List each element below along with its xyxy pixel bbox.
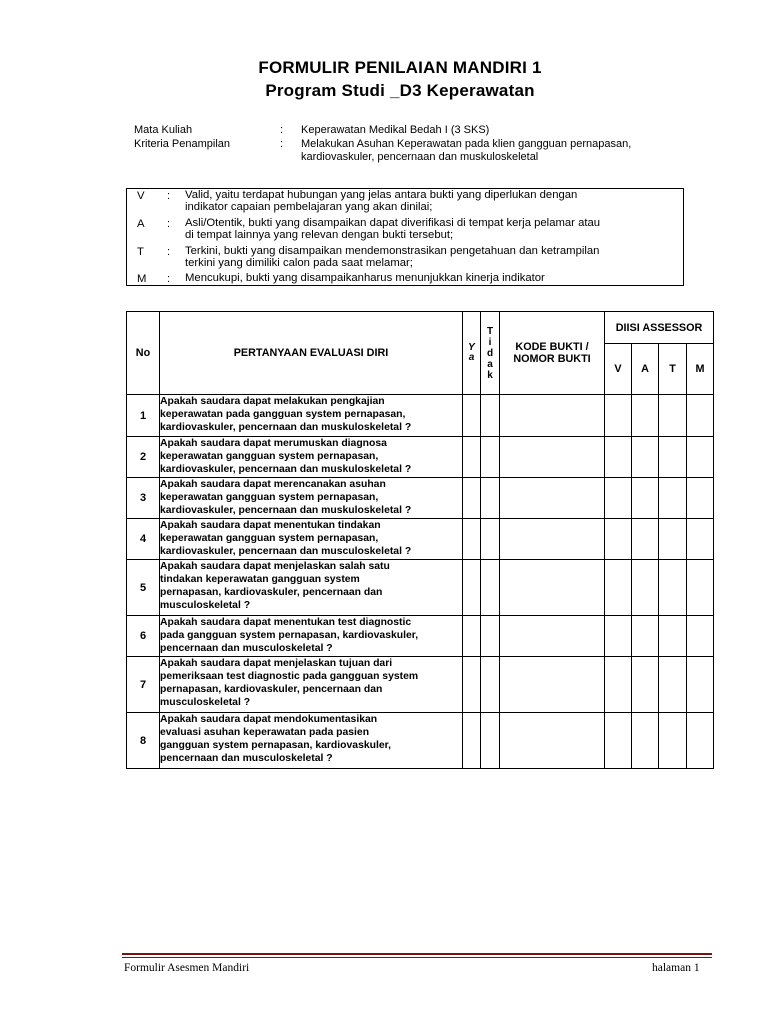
question-line: pencernaan dan musculoskeletal ?	[160, 643, 333, 654]
question-line: Apakah saudara dapat menjelaskan salah satu	[160, 561, 390, 572]
header-diisi-assessor: DIISI ASSESSOR	[605, 312, 714, 344]
question-text	[160, 437, 463, 478]
question-line: gangguan system pernapasan, kardiovaskuler,	[160, 740, 391, 751]
criteria-desc: Mencukupi, bukti yang disampaikanharus menunjukkan kinerja indikator	[185, 272, 545, 284]
question-line: Apakah saudara dapat menentukan test diagnostic	[160, 617, 412, 628]
kriteria-label: Kriteria Penampilan	[134, 137, 230, 150]
row-number: 5	[127, 560, 160, 616]
table-header-row	[127, 312, 714, 344]
v-cell[interactable]	[605, 395, 632, 437]
table-row	[127, 713, 714, 769]
table-row	[127, 478, 714, 519]
kode-bukti-cell[interactable]	[500, 437, 605, 478]
kode-bukti-cell[interactable]	[500, 657, 605, 713]
header-question: PERTANYAAN EVALUASI DIRI	[160, 312, 463, 395]
table-row	[127, 616, 714, 657]
m-cell[interactable]	[687, 713, 714, 769]
a-cell[interactable]	[632, 657, 659, 713]
header-t: T	[659, 344, 687, 395]
question-line: pernapasan, kardiovaskuler, pencernaan dan	[160, 587, 383, 598]
question-line: Apakah saudara dapat merencanakan asuhan	[160, 479, 386, 490]
header-ya	[463, 312, 481, 395]
header-tidak-letter: k	[487, 369, 493, 381]
v-cell[interactable]	[605, 616, 632, 657]
evaluation-table	[126, 311, 714, 769]
criteria-desc-line: Terkini, bukti yang disampaikan mendemonstrasikan pengetahuan dan ketrampilan	[185, 245, 600, 257]
question-line: Apakah saudara dapat menjelaskan tujuan dari	[160, 658, 393, 669]
question-line: tindakan keperawatan gangguan system	[160, 574, 360, 585]
ya-cell[interactable]	[463, 657, 481, 713]
v-cell[interactable]	[605, 519, 632, 560]
question-line: Apakah saudara dapat mendokumentasikan	[160, 714, 378, 725]
kode-bukti-cell[interactable]	[500, 616, 605, 657]
criteria-key: V	[137, 190, 145, 202]
kode-bukti-cell[interactable]	[500, 713, 605, 769]
colon: :	[167, 218, 171, 230]
row-number: 1	[127, 395, 160, 437]
t-cell[interactable]	[659, 657, 687, 713]
criteria-desc	[185, 190, 679, 214]
question-text	[160, 560, 463, 616]
question-text	[160, 657, 463, 713]
criteria-key: T	[137, 246, 144, 258]
question-text	[160, 616, 463, 657]
question-line: Apakah saudara dapat melakukan pengkajian	[160, 396, 385, 407]
v-cell[interactable]	[605, 478, 632, 519]
header-m: M	[687, 344, 714, 395]
a-cell[interactable]	[632, 437, 659, 478]
ya-cell[interactable]	[463, 395, 481, 437]
colon: :	[167, 190, 171, 202]
criteria-desc-line: indikator capaian pembelajaran yang akan dinilai;	[185, 200, 433, 213]
kode-bukti-cell[interactable]	[500, 395, 605, 437]
question-line: musculoskeletal ?	[160, 600, 251, 611]
table-row	[127, 395, 714, 437]
question-line: kardiovaskuler, pencernaan dan muskuloskeletal ?	[160, 464, 412, 475]
tidak-cell[interactable]	[481, 560, 500, 616]
question-line: pencernaan dan musculoskeletal ?	[160, 753, 333, 764]
kriteria-value-line: kardiovaskuler, pencernaan dan muskuloskeletal	[301, 151, 539, 163]
t-cell[interactable]	[659, 560, 687, 616]
tidak-cell[interactable]	[481, 437, 500, 478]
table-row	[127, 657, 714, 713]
criteria-desc	[185, 218, 679, 242]
row-number: 6	[127, 616, 160, 657]
question-line: keperawatan gangguan system pernapasan,	[160, 451, 379, 462]
ya-cell[interactable]	[463, 713, 481, 769]
tidak-cell[interactable]	[481, 713, 500, 769]
v-cell[interactable]	[605, 560, 632, 616]
m-cell[interactable]	[687, 519, 714, 560]
kriteria-value	[301, 138, 768, 165]
t-cell[interactable]	[659, 395, 687, 437]
mata-kuliah-value: Keperawatan Medikal Bedah I (3 SKS)	[301, 124, 490, 136]
question-text	[160, 713, 463, 769]
t-cell[interactable]	[659, 616, 687, 657]
m-cell[interactable]	[687, 478, 714, 519]
row-number: 2	[127, 437, 160, 478]
criteria-desc-line: di tempat lainnya yang relevan dengan bukti tersebut;	[185, 228, 454, 241]
tidak-cell[interactable]	[481, 519, 500, 560]
criteria-box	[126, 188, 684, 286]
table-body	[127, 395, 714, 769]
row-number: 3	[127, 478, 160, 519]
footer-rule-thin	[122, 957, 712, 958]
mata-kuliah-label: Mata Kuliah	[134, 124, 193, 136]
question-line: keperawatan pada gangguan system pernapasan,	[160, 409, 406, 420]
header-no: No	[127, 312, 160, 395]
kode-bukti-cell[interactable]	[500, 519, 605, 560]
header-tidak-letter: a	[487, 358, 493, 370]
header-ya-letter: a	[468, 352, 475, 363]
tidak-cell[interactable]	[481, 616, 500, 657]
question-line: kardiovaskuler, pencernaan dan muskuloskeletal ?	[160, 422, 412, 433]
question-line: musculoskeletal ?	[160, 697, 251, 708]
t-cell[interactable]	[659, 478, 687, 519]
colon: :	[167, 246, 171, 258]
a-cell[interactable]	[632, 395, 659, 437]
header-kode-line: KODE BUKTI /	[515, 341, 589, 353]
m-cell[interactable]	[687, 657, 714, 713]
ya-cell[interactable]	[463, 616, 481, 657]
page-title: FORMULIR PENILAIAN MANDIRI 1	[258, 58, 542, 77]
table-row	[127, 560, 714, 616]
criteria-desc-line: Asli/Otentik, bukti yang disampaikan dapat diverifikasi di tempat kerja pelamar atau	[185, 217, 601, 229]
question-line: pemeriksaan test diagnostic pada gangguan system	[160, 671, 419, 682]
v-cell[interactable]	[605, 437, 632, 478]
tidak-cell[interactable]	[481, 657, 500, 713]
criteria-desc-line: Valid, yaitu terdapat hubungan yang jelas antara bukti yang diperlukan dengan	[185, 189, 578, 201]
footer-page-number: halaman 1	[652, 962, 700, 974]
row-number: 8	[127, 713, 160, 769]
header-tidak-letter: T	[486, 325, 494, 337]
tidak-cell[interactable]	[481, 395, 500, 437]
question-line: Apakah saudara dapat menentukan tindakan	[160, 520, 381, 531]
row-number: 4	[127, 519, 160, 560]
colon: :	[280, 124, 284, 136]
question-text	[160, 519, 463, 560]
t-cell[interactable]	[659, 713, 687, 769]
m-cell[interactable]	[687, 616, 714, 657]
v-cell[interactable]	[605, 657, 632, 713]
page-subtitle: Program Studi _D3 Keperawatan	[265, 81, 535, 100]
table-row	[127, 437, 714, 478]
t-cell[interactable]	[659, 519, 687, 560]
header-tidak-letter: d	[486, 347, 494, 359]
a-cell[interactable]	[632, 560, 659, 616]
criteria-desc-line: terkini yang dimiliki calon pada saat melamar;	[185, 256, 413, 269]
ya-cell[interactable]	[463, 519, 481, 560]
kode-bukti-cell[interactable]	[500, 478, 605, 519]
tidak-cell[interactable]	[481, 478, 500, 519]
question-text	[160, 478, 463, 519]
header-kode-line: NOMOR BUKTI	[513, 353, 591, 365]
header-a: A	[632, 344, 659, 395]
criteria-key: A	[137, 218, 145, 230]
colon: :	[280, 137, 284, 150]
footer-form-name: Formulir Asesmen Mandiri	[124, 962, 250, 974]
ya-cell[interactable]	[463, 437, 481, 478]
header-kode-bukti	[500, 312, 605, 395]
header-ya-letter: Y	[468, 342, 475, 353]
question-line: kardiovaskuler, pencernaan dan muskuloskeletal ?	[160, 505, 412, 516]
footer-rule	[122, 953, 712, 955]
a-cell[interactable]	[632, 713, 659, 769]
criteria-key: M	[137, 273, 147, 285]
kriteria-value-line: Melakukan Asuhan Keperawatan pada klien gangguan pernapasan,	[301, 137, 632, 150]
t-cell[interactable]	[659, 437, 687, 478]
colon: :	[167, 273, 171, 285]
ya-cell[interactable]	[463, 478, 481, 519]
question-text	[160, 395, 463, 437]
a-cell[interactable]	[632, 478, 659, 519]
header-tidak-letter: i	[488, 336, 492, 348]
a-cell[interactable]	[632, 616, 659, 657]
question-line: evaluasi asuhan keperawatan pada pasien	[160, 727, 370, 738]
kode-bukti-cell[interactable]	[500, 560, 605, 616]
question-line: pernapasan, kardiovaskuler, pencernaan dan	[160, 684, 383, 695]
question-line: keperawatan gangguan system pernapasan,	[160, 492, 379, 503]
question-line: kardiovaskuler, pencernaan dan musculoskeletal ?	[160, 546, 412, 557]
table-row	[127, 519, 714, 560]
row-number: 7	[127, 657, 160, 713]
ya-cell[interactable]	[463, 560, 481, 616]
m-cell[interactable]	[687, 560, 714, 616]
question-line: pada gangguan system pernapasan, kardiovaskuler,	[160, 630, 419, 641]
question-line: Apakah saudara dapat merumuskan diagnosa	[160, 438, 387, 449]
m-cell[interactable]	[687, 395, 714, 437]
header-tidak	[481, 312, 500, 395]
header-v: V	[605, 344, 632, 395]
v-cell[interactable]	[605, 713, 632, 769]
criteria-desc	[185, 246, 679, 270]
a-cell[interactable]	[632, 519, 659, 560]
m-cell[interactable]	[687, 437, 714, 478]
question-line: keperawatan gangguan system pernapasan,	[160, 533, 379, 544]
